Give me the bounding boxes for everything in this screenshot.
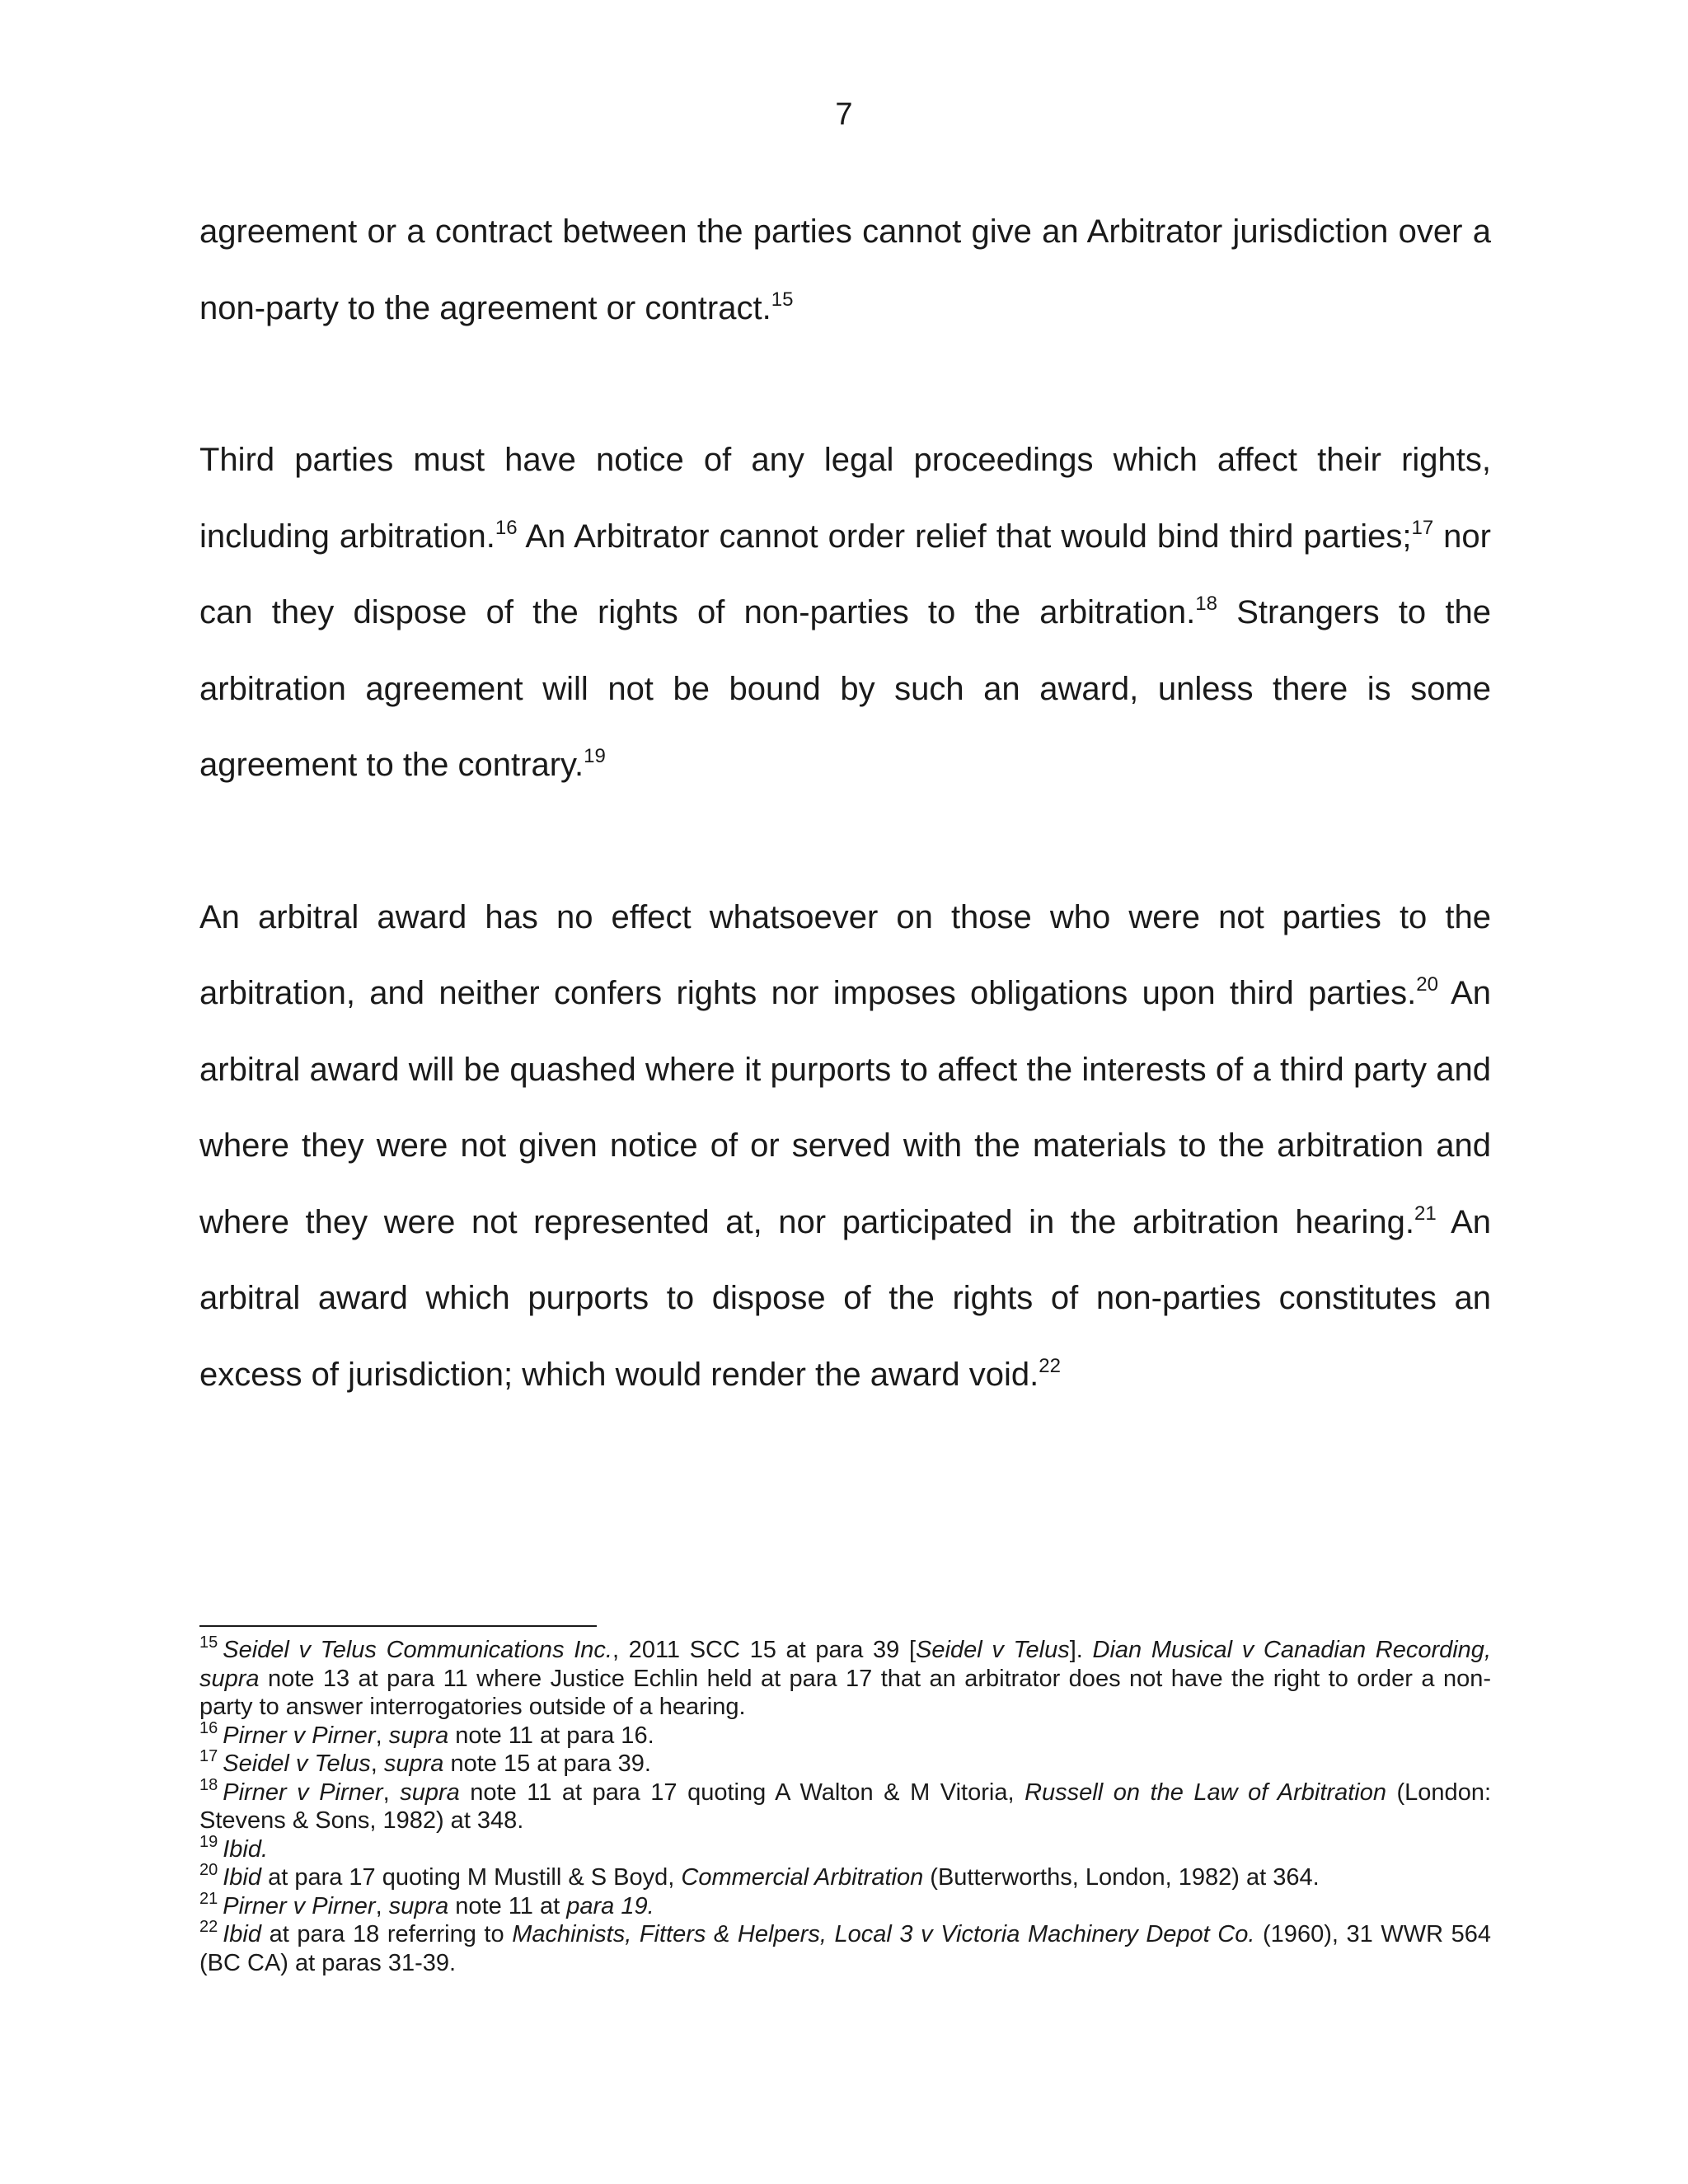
body-text [199,194,1491,1488]
text-run: note 15 at para 39. [443,1750,651,1777]
text-run: An arbitral award will be quashed where it purports to affect the interests of a third party and where they were not given notice of or served with the materials to the arbitration and where they were not represented at, nor participated in the arbitration hearing. [199,975,1491,1240]
footnote-number: 16 [199,1718,218,1737]
footnote-number: 20 [199,1861,218,1879]
italic-text: Dian Musical v Canadian Recording, supra [199,1637,1491,1692]
italic-text: supra [388,1722,449,1749]
text-run: at para 17 quoting M Mustill & S Boyd, [261,1864,682,1891]
text-run: , [370,1750,384,1777]
footnote-number: 17 [199,1747,218,1765]
text-run: , 2011 SCC 15 at para 39 [ [612,1637,917,1663]
text-run: (Butterworths, London, 1982) at 364. [923,1864,1320,1891]
italic-text: Pirner v Pirner [223,1892,376,1919]
italic-text: Ibid [223,1864,262,1891]
text-run: note 13 at para 11 where Justice Echlin held at para 17 that an arbitrator does not have the right to order a non-party to answer interrogatories outside of a hearing. [199,1665,1491,1720]
italic-text: supra [383,1750,444,1777]
footnote-16 [199,1718,1491,1750]
text-run: , [375,1722,389,1749]
italic-text: Commercial Arbitration [681,1864,924,1891]
footnote-ref: 18 [1195,593,1217,615]
italic-text: Machinists, Fitters & Helpers, Local 3 v Victoria Machinery Depot Co. [512,1921,1255,1947]
footnote-ref: 20 [1416,973,1438,996]
footnote-17 [199,1747,1491,1779]
text-run: agreement or a contract between the parties cannot give an Arbitrator jurisdiction over a non-party to the agreement or contract. [199,213,1491,326]
footnote-ref: 15 [771,288,794,311]
paragraph-2 [199,422,1491,804]
footnote-ref: 22 [1039,1354,1061,1377]
text-run: nor can they dispose of the rights of non-parties to the arbitration. [199,518,1491,630]
footnote-18 [199,1775,1492,1835]
page-number: 7 [835,97,853,132]
footnote-ref: 16 [495,516,518,539]
footnotes [199,1633,1492,1977]
text-run: note 11 at para 17 quoting A Walton & M Vitoria, [459,1779,1025,1806]
footnote-number: 19 [199,1832,218,1851]
footnote-19 [199,1832,1491,1864]
italic-text: Pirner v Pirner [223,1779,383,1806]
footnote-15 [199,1633,1491,1722]
footnote-20 [199,1863,1491,1892]
footnote-number: 22 [199,1918,218,1936]
text-run: Strangers to the arbitration agreement will not be bound by such an award, unless there is some agreement to the contrary. [199,594,1491,783]
text-run: An Arbitrator cannot order relief that would bind third parties; [517,518,1412,555]
footnote-number: 15 [199,1633,218,1652]
text-run: (London: Stevens & Sons, 1982) at 348. [199,1779,1492,1834]
footnote-21 [199,1889,1491,1921]
text-run: (1960), 31 WWR 564 (BC CA) at paras 31-39. [199,1921,1492,1976]
footnote-number: 18 [199,1775,218,1794]
italic-text: Seidel v Telus Communications Inc. [223,1637,612,1663]
text-run: note 11 at [448,1892,567,1919]
text-run: , [382,1779,401,1806]
italic-text: Ibid [223,1921,262,1947]
footnote-ref: 19 [584,745,606,767]
footnote-ref: 21 [1414,1202,1437,1225]
italic-text: Seidel v Telus [916,1637,1070,1663]
text-run: at para 18 referring to [261,1921,513,1947]
text-run: An arbitral award has no effect whatsoever on those who were not parties to the arbitration, and neither confers rights nor imposes obligations upon third parties. [199,898,1491,1011]
text-run: Third parties must have notice of any legal proceedings which affect their rights, including arbitration. [199,442,1491,555]
text-run: An arbitral award which purports to dispose of the rights of non-parties constitutes an excess of jurisdiction; which would render the award void. [199,1203,1491,1393]
italic-text: Seidel v Telus [223,1750,371,1777]
italic-text: supra [388,1892,449,1919]
text-run: note 11 at para 16. [448,1722,654,1749]
footnote-number: 21 [199,1889,218,1908]
italic-text: Russell on the Law of Arbitration [1025,1779,1386,1806]
paragraph-3 [199,879,1491,1413]
text-run: ]. [1069,1637,1093,1663]
paragraph-1 [199,194,1491,346]
italic-text: Ibid. [223,1835,269,1863]
text-run: , [375,1892,389,1919]
italic-text: supra [400,1779,460,1806]
footnote-ref: 17 [1411,516,1434,539]
footnote-separator [199,1625,597,1627]
italic-text: Pirner v Pirner [223,1722,376,1749]
footnote-22 [199,1920,1491,1977]
italic-text: para 19. [566,1892,654,1919]
